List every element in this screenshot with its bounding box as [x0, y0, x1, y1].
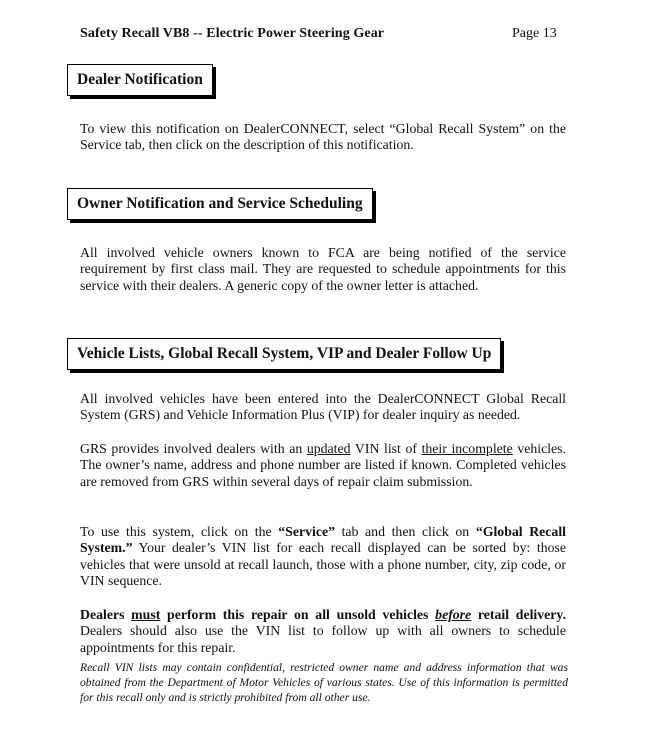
p4-text-f: Dealers should also use the VIN list to follow up with all owners to schedule appointments for this repair. — [80, 623, 566, 655]
p4-text-c: perform this repair on all unsold vehicles — [160, 607, 436, 622]
confidentiality-note: Recall VIN lists may contain confidential, restricted owner name and address information that was obtained from the Department of Motor Vehicles of various states. Use of this information is permitted for this recall only and is strictly prohibited from all other use. — [80, 661, 568, 704]
vehicle-lists-paragraph-4 — [80, 607, 566, 656]
p4-text-a: Dealers — [80, 607, 132, 622]
vehicle-lists-heading: Vehicle Lists, Global Recall System, VIP and Dealer Follow Up — [67, 338, 501, 370]
p3-global-recall-bold: “Global Recall System.” — [80, 524, 566, 556]
dealer-notification-text: To view this notification on DealerCONNECT, select “Global Recall System” on the Service tab, then click on the description of this notification. — [80, 121, 566, 153]
p4-must-underlined: must — [131, 607, 161, 622]
p2-text-a: GRS provides involved dealers with an — [80, 441, 307, 456]
p3-text-e: Your dealer’s VIN list for each recall displayed can be sorted by: those vehicles that were unsold at recall launch, those with a phone number, city, zip code, or VIN sequence. — [80, 540, 566, 588]
p3-text-a: To use this system, click on the — [80, 524, 279, 539]
p3-service-bold: “Service” — [278, 524, 335, 539]
p3-text-c: tab and then click on — [334, 524, 476, 539]
p2-text-c: VIN list of — [350, 441, 422, 456]
document-header-title: Safety Recall VB8 -- Electric Power Steering Gear — [80, 26, 385, 41]
vehicle-lists-paragraph-1: All involved vehicles have been entered into the DealerCONNECT Global Recall System (GRS) and Vehicle Information Plus (VIP) for dealer inquiry as needed. — [80, 391, 566, 423]
page-number: Page 13 — [512, 26, 557, 41]
p2-text-e: vehicles. The owner’s name, address and phone number are listed if known. Completed vehicles are removed from GRS within several days of repair claim submission. — [80, 441, 567, 489]
p2-their-incomplete-underlined: their incomplete — [421, 441, 513, 456]
vehicle-lists-paragraph-2 — [80, 441, 566, 490]
dealer-notification-heading: Dealer Notification — [67, 64, 213, 96]
vehicle-lists-paragraph-3 — [80, 524, 566, 589]
owner-notification-text: All involved vehicle owners known to FCA are being notified of the service requirement by first class mail. They are requested to schedule appointments for this service with their dealers. A generic copy of the owner letter is attached. — [80, 245, 566, 293]
p4-before-emphasis: before — [435, 607, 472, 622]
p2-updated-underlined: updated — [306, 441, 351, 456]
p4-text-e: retail delivery. — [471, 607, 566, 622]
owner-notification-heading: Owner Notification and Service Scheduling — [67, 188, 373, 220]
